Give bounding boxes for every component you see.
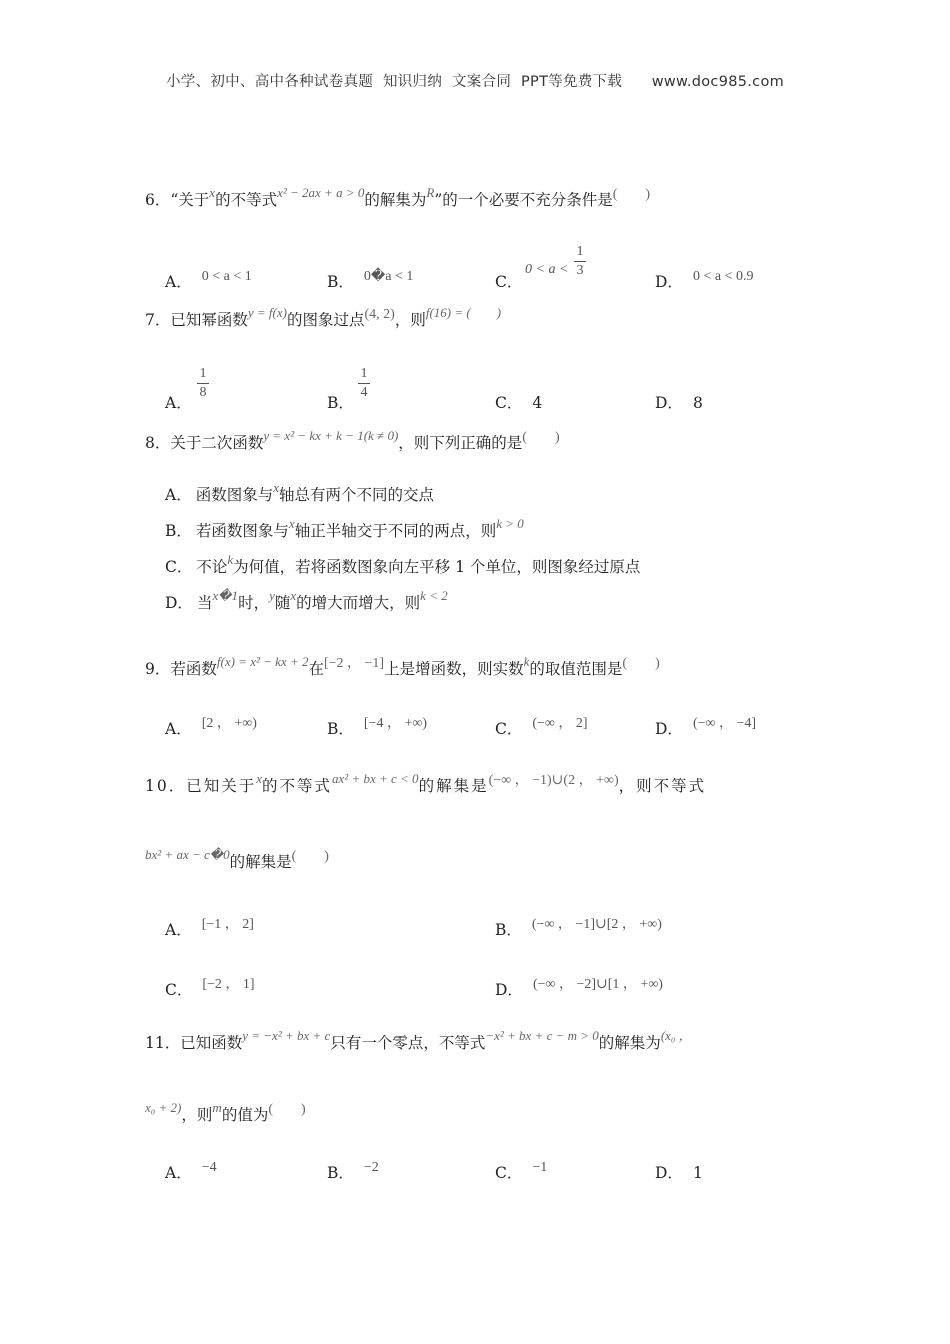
option-text: 随	[274, 594, 291, 612]
option-value: [−4 ， +∞)	[363, 716, 427, 731]
option-value: [−2 ， 1]	[202, 977, 255, 992]
option-value: [−1 ， 2]	[201, 917, 254, 932]
q7-text: 的图象过点	[286, 311, 365, 329]
option-text: 的增大而增大，则	[296, 594, 421, 612]
q6-text-3: ”的一个必要不充分条件是	[434, 191, 613, 209]
q11-math-m: m	[212, 1100, 222, 1115]
q10-math-inequality-2: bx² + ax − c�0	[145, 847, 230, 862]
option-math: k < 2	[420, 588, 448, 603]
option-label: A．	[165, 394, 192, 412]
option-math: x	[288, 516, 295, 531]
q10-math-x: x	[256, 771, 263, 786]
q7-math-f16: f(16) = ( )	[425, 305, 502, 320]
q11-math-interval-end: x₀ + 2)	[145, 1100, 182, 1115]
option-value: (−∞ ， −4]	[692, 716, 757, 731]
page-header: 小学、初中、高中各种试卷真题 知识归纳 文案合同 PPT等免费下载 www.doc985.com	[165, 74, 785, 90]
q7-text-2: ，则	[394, 311, 426, 329]
option-text: 不论	[196, 558, 228, 576]
option-label: A．	[165, 921, 192, 939]
option-value: 0 < a < 1	[201, 269, 252, 284]
q10-math-solution-set: (−∞ ， −1)∪(2 ， +∞)	[488, 773, 619, 788]
q9-option-a	[165, 717, 257, 739]
q8-option-d	[165, 588, 448, 613]
option-label: D．	[655, 1164, 683, 1182]
fraction-bar	[358, 383, 370, 384]
option-math: x	[290, 588, 297, 603]
q6-math-r: R	[426, 185, 435, 200]
option-value: −1	[532, 1160, 548, 1175]
q7-prefix: 7．已知幂函数	[145, 311, 248, 329]
option-label: D．	[655, 273, 683, 291]
option-value: (−∞ ， −2]∪[1 ， +∞)	[532, 977, 663, 992]
option-label: A．	[165, 720, 192, 738]
option-math: x�1	[212, 588, 239, 603]
question-6-stem	[145, 185, 651, 211]
option-label: A．	[165, 486, 192, 504]
q6-prefix: 6．“关于	[145, 191, 210, 209]
option-label: D．	[655, 394, 683, 412]
option-text: 时，	[238, 594, 270, 612]
option-value: 0�a < 1	[363, 269, 414, 284]
q7-math-point: (4, 2)	[364, 307, 395, 322]
option-label: B．	[495, 921, 522, 939]
q11-prefix: 11．已知函数	[145, 1034, 243, 1052]
q9-text-3: 的取值范围是	[529, 660, 623, 678]
question-11-stem	[145, 1028, 692, 1053]
q7-option-d	[655, 391, 703, 413]
q7-option-a-fraction	[197, 366, 209, 401]
option-label: D．	[165, 594, 193, 612]
q6-math-inequality: x² − 2ax + a > 0	[277, 185, 365, 200]
option-math: k > 0	[496, 516, 524, 531]
q10-text-3: ，则不等式	[618, 777, 707, 795]
q10-prefix: 10．已知关于	[145, 777, 257, 795]
q9-option-d	[655, 717, 756, 739]
q11-option-b	[327, 1161, 379, 1183]
q11-math-interval-start: (x₀ ，	[660, 1028, 692, 1043]
option-math: k	[227, 552, 234, 567]
question-10-stem-line2	[145, 847, 329, 873]
option-value: −2	[363, 1160, 379, 1175]
q11-text-2: 的解集为	[598, 1034, 661, 1052]
option-value: 1	[692, 1164, 703, 1182]
q8-option-c	[165, 552, 641, 577]
option-value: [2 ， +∞)	[201, 716, 257, 731]
q11-answer-paren: ( )	[268, 1102, 306, 1117]
option-label: C．	[495, 720, 523, 738]
option-text: 当	[196, 594, 213, 612]
q10-option-d	[495, 978, 663, 1000]
question-11-stem-line2	[145, 1100, 306, 1126]
option-text: 函数图象与	[195, 486, 274, 504]
q9-prefix: 9．若函数	[145, 660, 217, 678]
option-value: 8	[692, 394, 703, 412]
option-label: B．	[327, 720, 354, 738]
option-label: C．	[165, 981, 193, 999]
option-math: x	[273, 480, 279, 495]
q9-option-c	[495, 717, 588, 739]
option-text: 轴总有两个不同的交点	[279, 486, 435, 504]
option-value: −4	[201, 1160, 217, 1175]
fraction-numerator: 1	[360, 366, 368, 381]
option-value: 0 < a < 0.9	[692, 269, 754, 284]
q11-option-a	[165, 1161, 217, 1183]
q11-text-4: 的值为	[221, 1106, 269, 1124]
option-label: D．	[495, 981, 523, 999]
question-8-stem	[145, 428, 560, 454]
q8-math-function: y = x² − kx + k − 1(k ≠ 0)	[263, 428, 399, 443]
option-label: A．	[165, 1164, 192, 1182]
fraction-numerator: 1	[576, 244, 584, 259]
fraction-numerator: 1	[199, 366, 207, 381]
q9-text-2: 上是增函数，则实数	[384, 660, 524, 678]
q11-math-inequality: −x² + bx + c − m > 0	[485, 1028, 599, 1043]
q8-text: ，则下列正确的是	[398, 434, 523, 452]
q10-math-inequality: ax² + bx + c < 0	[332, 771, 419, 786]
q9-answer-paren: ( )	[622, 656, 660, 671]
q9-math-k: k	[523, 654, 530, 669]
fraction-denominator: 4	[360, 385, 368, 400]
q9-text: 在	[308, 660, 324, 678]
q11-option-c	[495, 1161, 547, 1183]
q6-answer-paren: ( )	[612, 187, 651, 202]
option-label: C．	[495, 1164, 523, 1182]
option-label: B．	[327, 1164, 354, 1182]
q10-option-b	[495, 918, 662, 940]
q8-option-b	[165, 516, 524, 541]
option-label: C．	[165, 558, 193, 576]
q11-math-function: y = −x² + bx + c	[242, 1028, 331, 1043]
option-label: B．	[165, 522, 192, 540]
option-label: C．	[495, 394, 523, 412]
q6-math-x: x	[209, 185, 216, 200]
question-7-stem	[145, 305, 502, 331]
option-value: (−∞ ， −1]∪[2 ， +∞)	[531, 917, 662, 932]
q6-option-b	[327, 270, 413, 292]
q11-text-3: ，则	[181, 1106, 213, 1124]
question-10-stem	[145, 771, 707, 797]
q8-prefix: 8．关于二次函数	[145, 434, 264, 452]
question-9-stem	[145, 654, 660, 680]
option-label: D．	[655, 720, 683, 738]
fraction-denominator: 3	[576, 263, 584, 278]
q6-option-d	[655, 270, 753, 292]
option-text: 为何值，若将函数图象向左平移 1 个单位，则图象经过原点	[233, 558, 641, 576]
q6-option-c-value: 0 < a <	[525, 262, 569, 277]
option-text: 若函数图象与	[195, 522, 289, 540]
q7-option-c	[495, 391, 542, 413]
q9-math-interval: [−2 ， −1]	[323, 656, 385, 671]
fraction-bar	[574, 261, 586, 262]
option-text: 轴正半轴交于不同的两点，则	[294, 522, 497, 540]
q7-option-b-fraction	[358, 366, 370, 401]
option-label: B．	[327, 273, 354, 291]
option-math: y	[269, 588, 275, 603]
q6-text-2: 的解集为	[364, 191, 427, 209]
q10-text: 的不等式	[262, 777, 333, 795]
q8-option-a	[165, 480, 435, 505]
q10-option-a	[165, 918, 254, 940]
q10-option-c	[165, 978, 255, 1000]
fraction-denominator: 8	[199, 385, 207, 400]
q10-text-4: 的解集是	[229, 853, 292, 871]
q7-math-function: y = f(x)	[247, 305, 287, 320]
option-value: (−∞ ， 2]	[532, 716, 588, 731]
q10-text-2: 的解集是	[418, 777, 489, 795]
option-label: C．	[495, 273, 523, 291]
q6-text: 的不等式	[215, 191, 278, 209]
q11-text: 只有一个零点，不等式	[330, 1034, 486, 1052]
q11-option-d	[655, 1161, 703, 1183]
q9-option-b	[327, 717, 427, 739]
option-label: A．	[165, 273, 192, 291]
q9-math-function: f(x) = x² − kx + 2	[216, 654, 309, 669]
q6-option-c-fraction	[574, 244, 586, 279]
option-value: 4	[532, 394, 543, 412]
q10-answer-paren: ( )	[291, 849, 329, 864]
q8-answer-paren: ( )	[522, 430, 560, 445]
q6-option-a	[165, 270, 252, 292]
fraction-bar	[197, 383, 209, 384]
option-label: B．	[327, 394, 354, 412]
